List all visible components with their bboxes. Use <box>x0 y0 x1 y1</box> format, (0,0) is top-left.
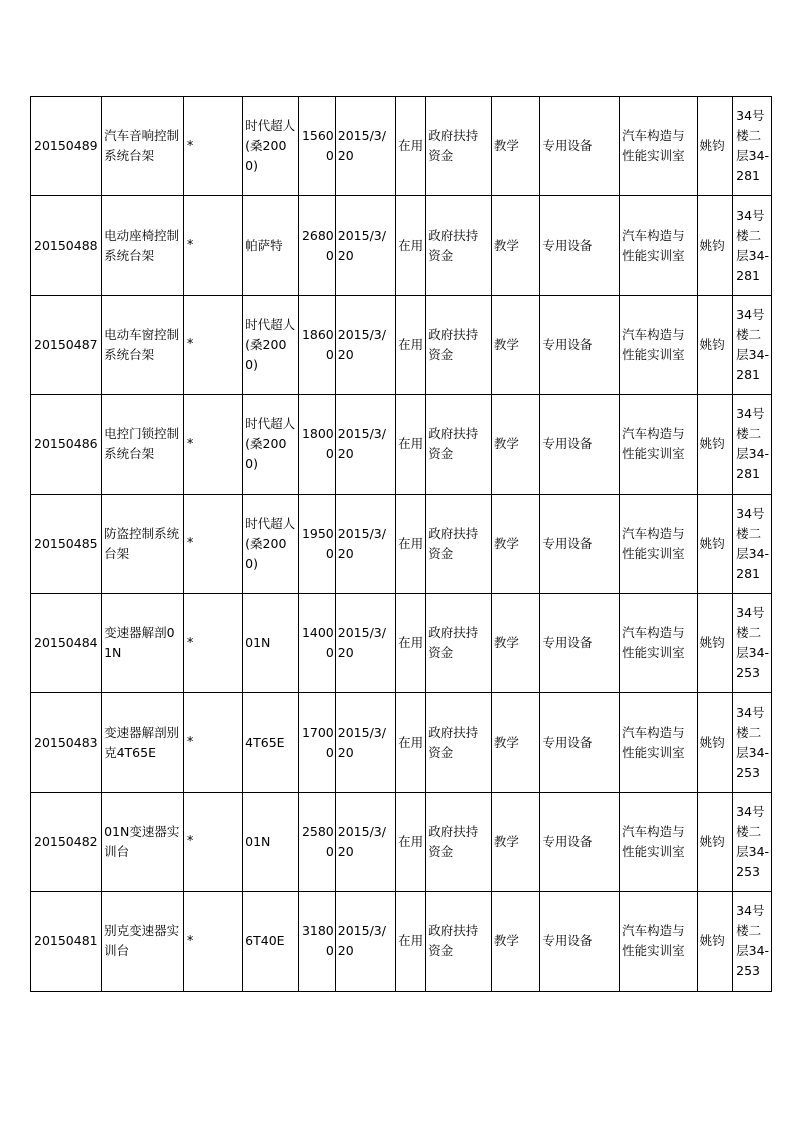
custodian-cell: 姚钧 <box>697 593 733 692</box>
custodian-cell: 姚钧 <box>697 395 733 494</box>
asset-id-cell: 20150481 <box>31 892 102 991</box>
funding-source-cell: 政府扶持资金 <box>426 295 492 394</box>
purchase-date-cell: 2015/3/20 <box>335 693 395 792</box>
status-cell: 在用 <box>396 693 426 792</box>
lab-room-cell: 汽车构造与性能实训室 <box>620 792 698 891</box>
category-cell: 专用设备 <box>540 792 620 891</box>
lab-room-cell: 汽车构造与性能实训室 <box>620 593 698 692</box>
model-cell: 帕萨特 <box>243 196 299 295</box>
quantity-mark: * <box>186 635 194 651</box>
model-cell: 01N <box>243 792 299 891</box>
table-row <box>31 395 772 494</box>
price-cell: 25800 <box>299 792 336 891</box>
funding-source-cell: 政府扶持资金 <box>426 892 492 991</box>
quantity-cell <box>183 792 242 891</box>
quantity-cell <box>183 295 242 394</box>
status-cell: 在用 <box>396 196 426 295</box>
asset-id-cell: 20150486 <box>31 395 102 494</box>
model-cell: 6T40E <box>243 892 299 991</box>
purchase-date-cell: 2015/3/20 <box>335 892 395 991</box>
asset-name-cell: 电动座椅控制系统台架 <box>102 196 184 295</box>
purchase-date-cell: 2015/3/20 <box>335 792 395 891</box>
usage-cell: 教学 <box>491 892 539 991</box>
asset-id-cell: 20150487 <box>31 295 102 394</box>
usage-cell: 教学 <box>491 792 539 891</box>
location-cell: 34号楼二层34-281 <box>733 295 772 394</box>
quantity-mark: * <box>186 536 194 552</box>
price-cell: 19500 <box>299 494 336 593</box>
quantity-mark: * <box>186 735 194 751</box>
status-cell: 在用 <box>396 892 426 991</box>
category-cell: 专用设备 <box>540 593 620 692</box>
status-cell: 在用 <box>396 395 426 494</box>
purchase-date-cell: 2015/3/20 <box>335 593 395 692</box>
model-cell: 时代超人(桑2000) <box>243 395 299 494</box>
quantity-cell <box>183 494 242 593</box>
status-cell: 在用 <box>396 295 426 394</box>
lab-room-cell: 汽车构造与性能实训室 <box>620 295 698 394</box>
table-row <box>31 693 772 792</box>
status-cell: 在用 <box>396 97 426 196</box>
table-row <box>31 892 772 991</box>
asset-name-cell: 别克变速器实训台 <box>102 892 184 991</box>
asset-name-cell: 变速器解剖01N <box>102 593 184 692</box>
usage-cell: 教学 <box>491 97 539 196</box>
asset-name-cell: 防盗控制系统台架 <box>102 494 184 593</box>
location-cell: 34号楼二层34-281 <box>733 494 772 593</box>
location-cell: 34号楼二层34-281 <box>733 97 772 196</box>
funding-source-cell: 政府扶持资金 <box>426 97 492 196</box>
asset-name-cell: 汽车音响控制系统台架 <box>102 97 184 196</box>
quantity-mark: * <box>186 933 194 949</box>
quantity-mark: * <box>186 238 194 254</box>
category-cell: 专用设备 <box>540 196 620 295</box>
custodian-cell: 姚钧 <box>697 295 733 394</box>
table-row <box>31 97 772 196</box>
table-row <box>31 295 772 394</box>
price-cell: 18000 <box>299 395 336 494</box>
quantity-cell <box>183 693 242 792</box>
purchase-date-cell: 2015/3/20 <box>335 494 395 593</box>
funding-source-cell: 政府扶持资金 <box>426 494 492 593</box>
quantity-mark: * <box>186 436 194 452</box>
purchase-date-cell: 2015/3/20 <box>335 295 395 394</box>
funding-source-cell: 政府扶持资金 <box>426 693 492 792</box>
model-cell: 4T65E <box>243 693 299 792</box>
purchase-date-cell: 2015/3/20 <box>335 196 395 295</box>
lab-room-cell: 汽车构造与性能实训室 <box>620 97 698 196</box>
purchase-date-cell: 2015/3/20 <box>335 395 395 494</box>
table-row <box>31 494 772 593</box>
price-cell: 14000 <box>299 593 336 692</box>
model-cell: 时代超人(桑2000) <box>243 97 299 196</box>
model-cell: 时代超人(桑2000) <box>243 494 299 593</box>
custodian-cell: 姚钧 <box>697 892 733 991</box>
price-cell: 18600 <box>299 295 336 394</box>
model-cell: 01N <box>243 593 299 692</box>
lab-room-cell: 汽车构造与性能实训室 <box>620 693 698 792</box>
asset-id-cell: 20150489 <box>31 97 102 196</box>
funding-source-cell: 政府扶持资金 <box>426 792 492 891</box>
location-cell: 34号楼二层34-281 <box>733 395 772 494</box>
asset-name-cell: 电控门锁控制系统台架 <box>102 395 184 494</box>
quantity-cell <box>183 196 242 295</box>
location-cell: 34号楼二层34-281 <box>733 196 772 295</box>
price-cell: 31800 <box>299 892 336 991</box>
status-cell: 在用 <box>396 792 426 891</box>
location-cell: 34号楼二层34-253 <box>733 693 772 792</box>
custodian-cell: 姚钧 <box>697 494 733 593</box>
quantity-cell <box>183 97 242 196</box>
model-cell: 时代超人(桑2000) <box>243 295 299 394</box>
usage-cell: 教学 <box>491 295 539 394</box>
quantity-mark: * <box>186 337 194 353</box>
table-row <box>31 196 772 295</box>
status-cell: 在用 <box>396 593 426 692</box>
usage-cell: 教学 <box>491 494 539 593</box>
category-cell: 专用设备 <box>540 693 620 792</box>
table-row <box>31 792 772 891</box>
custodian-cell: 姚钧 <box>697 97 733 196</box>
quantity-mark: * <box>186 138 194 154</box>
table-body <box>31 97 772 992</box>
lab-room-cell: 汽车构造与性能实训室 <box>620 196 698 295</box>
asset-id-cell: 20150482 <box>31 792 102 891</box>
lab-room-cell: 汽车构造与性能实训室 <box>620 395 698 494</box>
location-cell: 34号楼二层34-253 <box>733 593 772 692</box>
asset-id-cell: 20150483 <box>31 693 102 792</box>
usage-cell: 教学 <box>491 693 539 792</box>
lab-room-cell: 汽车构造与性能实训室 <box>620 892 698 991</box>
location-cell: 34号楼二层34-253 <box>733 892 772 991</box>
price-cell: 26800 <box>299 196 336 295</box>
funding-source-cell: 政府扶持资金 <box>426 196 492 295</box>
funding-source-cell: 政府扶持资金 <box>426 395 492 494</box>
table-row <box>31 593 772 692</box>
usage-cell: 教学 <box>491 395 539 494</box>
usage-cell: 教学 <box>491 593 539 692</box>
funding-source-cell: 政府扶持资金 <box>426 593 492 692</box>
category-cell: 专用设备 <box>540 494 620 593</box>
category-cell: 专用设备 <box>540 892 620 991</box>
lab-room-cell: 汽车构造与性能实训室 <box>620 494 698 593</box>
category-cell: 专用设备 <box>540 97 620 196</box>
asset-name-cell: 变速器解剖别克4T65E <box>102 693 184 792</box>
usage-cell: 教学 <box>491 196 539 295</box>
price-cell: 15600 <box>299 97 336 196</box>
custodian-cell: 姚钧 <box>697 196 733 295</box>
equipment-inventory-table <box>30 96 772 992</box>
asset-id-cell: 20150484 <box>31 593 102 692</box>
asset-id-cell: 20150488 <box>31 196 102 295</box>
asset-name-cell: 01N变速器实训台 <box>102 792 184 891</box>
asset-name-cell: 电动车窗控制系统台架 <box>102 295 184 394</box>
asset-id-cell: 20150485 <box>31 494 102 593</box>
quantity-mark: * <box>186 834 194 850</box>
purchase-date-cell: 2015/3/20 <box>335 97 395 196</box>
category-cell: 专用设备 <box>540 295 620 394</box>
quantity-cell <box>183 395 242 494</box>
quantity-cell <box>183 593 242 692</box>
quantity-cell <box>183 892 242 991</box>
custodian-cell: 姚钧 <box>697 693 733 792</box>
custodian-cell: 姚钧 <box>697 792 733 891</box>
category-cell: 专用设备 <box>540 395 620 494</box>
status-cell: 在用 <box>396 494 426 593</box>
price-cell: 17000 <box>299 693 336 792</box>
location-cell: 34号楼二层34-253 <box>733 792 772 891</box>
